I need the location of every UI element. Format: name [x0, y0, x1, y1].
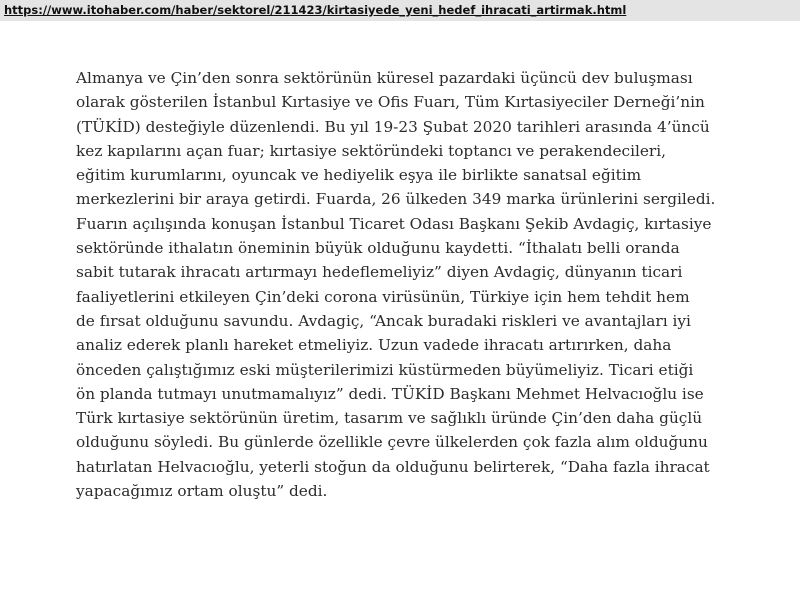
article-line: merkezlerini bir araya getirdi. Fuarda, 26 ülkeden 349 marka ürünlerini sergiledi. [76, 190, 716, 209]
article-line: eğitim kurumlarını, oyuncak ve hediyelik eşya ile birlikte sanatsal eğitim [76, 166, 642, 185]
article-line: analiz ederek planlı hareket etmeliyiz. Uzun vadede ihracatı artırırken, daha [76, 336, 672, 355]
article-line: Türk kırtasiye sektörünün üretim, tasarım ve sağlıklı üründe Çin’den daha güçlü [76, 409, 703, 428]
article-line: sabit tutarak ihracatı artırmayı hedeflemeliyiz” diyen Avdagiç, dünyanın ticari [76, 263, 683, 282]
article-line: olduğunu söyledi. Bu günlerde özellikle çevre ülkelerden çok fazla alım olduğunu [76, 433, 708, 452]
article-line: önceden çalıştığımız eski müşterilerimizi küstürmeden büyümeliyiz. Ticari etiği [76, 360, 694, 379]
article-line: ön planda tutmayı unutmamalıyız” dedi. TÜKİD Başkanı Mehmet Helvacıoğlu ise [76, 384, 704, 403]
article-line: hatırlatan Helvacıoğlu, yeterli stoğun da olduğunu belirterek, “Daha fazla ihracat [76, 457, 710, 476]
article-body [76, 66, 736, 503]
article-line: olarak gösterilen İstanbul Kırtasiye ve Ofis Fuarı, Tüm Kırtasiyeciler Derneği’nin [76, 93, 705, 112]
article-line: Fuarın açılışında konuşan İstanbul Ticaret Odası Başkanı Şekib Avdagiç, kırtasiye [76, 214, 712, 233]
article-line: sektöründe ithalatın öneminin büyük olduğunu kaydetti. “İthalatı belli oranda [76, 239, 680, 258]
article-line: Almanya ve Çin’den sonra sektörünün küresel pazardaki üçüncü dev buluşması [76, 69, 693, 87]
article-line: kez kapılarını açan fuar; kırtasiye sektöründeki toptancı ve perakendecileri, [76, 141, 666, 160]
source-url-link[interactable]: https://www.itohaber.com/haber/sektorel/211423/kirtasiyede_yeni_hedef_ihracati_artirmak.html [4, 3, 627, 17]
article-line: faaliyetlerini etkileyen Çin’deki corona virüsünün, Türkiye için hem tehdit hem [76, 287, 690, 306]
article-line: yapacağımız ortam oluştu” dedi. [76, 482, 328, 501]
article-line: de fırsat olduğunu savundu. Avdagiç, “Ancak buradaki riskleri ve avantajları iyi [76, 311, 691, 330]
article-line: (TÜKİD) desteğiyle düzenlendi. Bu yıl 19-23 Şubat 2020 tarihleri arasında 4’üncü [76, 117, 710, 136]
source-url-bar [0, 0, 800, 21]
